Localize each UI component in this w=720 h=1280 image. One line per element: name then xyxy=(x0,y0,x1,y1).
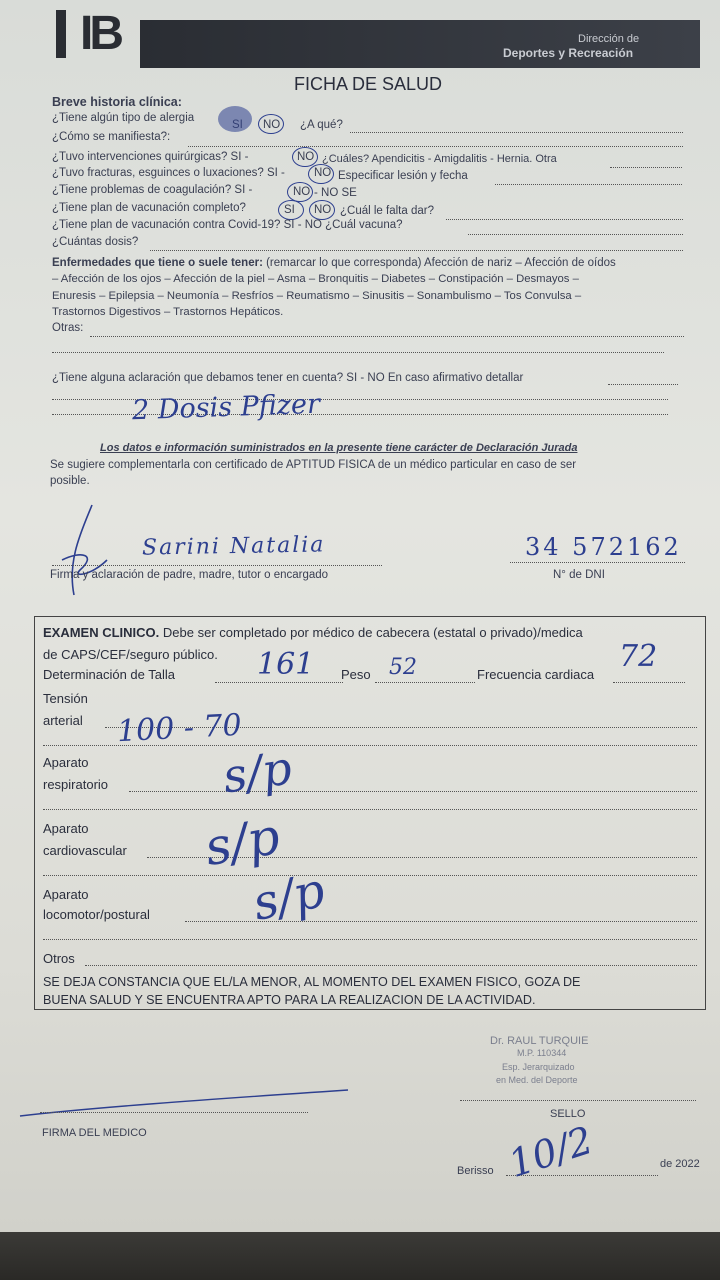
dni-label: N° de DNI xyxy=(553,569,605,581)
manifiesta-line xyxy=(188,146,683,147)
answer-circle xyxy=(278,200,304,220)
resp-line2 xyxy=(43,809,697,810)
q-aque: ¿A qué? xyxy=(300,119,343,131)
sello-line xyxy=(460,1100,696,1101)
q-vacunacion: ¿Tiene plan de vacunación completo? xyxy=(52,202,246,214)
q-falta: ¿Cuál le falta dar? xyxy=(340,205,434,217)
stamp-mp: M.P. 110344 xyxy=(517,1048,567,1058)
answer-circle xyxy=(292,147,318,167)
q-manifiesta: ¿Cómo se manifiesta?: xyxy=(52,131,171,143)
tension-value: 100 - 70 xyxy=(116,707,243,750)
tension-label2: arterial xyxy=(43,713,83,728)
fc-value: 72 xyxy=(619,639,658,674)
resp-line xyxy=(129,791,697,792)
examen-box xyxy=(34,616,706,1010)
aclaracion-handwritten: 2 Dosis Pfizer xyxy=(131,388,321,427)
otras-label: Otras: xyxy=(52,322,84,334)
cardio-label1: Aparato xyxy=(43,821,89,836)
enfermedades-heading: Enfermedades que tiene o suele tener: xyxy=(52,257,263,269)
historia-heading: Breve historia clínica: xyxy=(52,95,182,109)
otras-line2 xyxy=(52,352,664,353)
fc-label: Frecuencia cardiaca xyxy=(477,667,595,682)
org-line1: Dirección de xyxy=(578,33,640,45)
talla-label: Determinación de Talla xyxy=(43,667,175,682)
resp-label1: Aparato xyxy=(43,755,89,770)
anio-label: de 2022 xyxy=(660,1158,700,1170)
fc-line xyxy=(613,682,685,683)
q-alergia: ¿Tiene algún tipo de alergia xyxy=(52,112,195,124)
examen-intro1 xyxy=(43,625,583,640)
dni-line xyxy=(510,562,685,563)
loco-value: s/p xyxy=(247,862,330,932)
loco-line2 xyxy=(43,939,697,940)
logo-bar-icon xyxy=(56,10,66,58)
declaracion-statement: Los datos e información suministrados en la presente tiene carácter de Declaración Jurada xyxy=(100,442,578,454)
enfermedades-line3: Enuresis – Epilepsia – Neumonía – Resfríos – Reumatismo – Sinusitis – Sonambulismo – Tos Convulsa – xyxy=(52,290,582,302)
doctor-signature xyxy=(18,1082,358,1122)
peso-label: Peso xyxy=(341,667,371,682)
peso-line xyxy=(375,682,475,683)
otros-label: Otros xyxy=(43,951,75,966)
otros-line xyxy=(85,965,697,966)
stamp-esp: Esp. Jerarquizado xyxy=(502,1062,575,1072)
q-nose: - NO SE xyxy=(314,187,357,199)
lugar-label: Berisso xyxy=(457,1165,494,1177)
q-dosis: ¿Cuántas dosis? xyxy=(52,236,139,248)
q-quirurgicas-no: NO xyxy=(297,151,315,163)
cardio-label2: cardiovascular xyxy=(43,843,127,858)
answer-circle xyxy=(309,200,335,220)
q-fracturas: ¿Tuvo fracturas, esguinces o luxaciones? SI - xyxy=(52,167,285,179)
dni-value: 34 572162 xyxy=(525,533,682,561)
q-coagulacion-no: NO xyxy=(293,186,311,198)
cuales-line xyxy=(610,167,682,168)
q-especificar: Especificar lesión y fecha xyxy=(338,170,468,182)
declaracion-line2: posible. xyxy=(50,475,90,487)
parent-signature-line xyxy=(52,565,382,566)
covid-line xyxy=(468,234,683,235)
firma-medico-line xyxy=(40,1112,308,1113)
falta-line xyxy=(446,219,683,220)
constancia-line1: SE DEJA CONSTANCIA QUE EL/LA MENOR, AL MOMENTO DEL EXAMEN FISICO, GOZA DE xyxy=(43,975,581,989)
examen-intro2: de CAPS/CEF/seguro público. xyxy=(43,647,218,662)
enfermedades-line2: – Afección de los ojos – Afección de la piel – Asma – Bronquitis – Diabetes – Constipación – Desmayos – xyxy=(52,273,579,285)
signature-flourish xyxy=(52,500,122,605)
parent-signature-label: Firma y aclaración de padre, madre, tutor o encargado xyxy=(50,569,329,581)
q-alergia-no: NO xyxy=(263,119,281,131)
tension-label1: Tensión xyxy=(43,691,88,706)
peso-value: 52 xyxy=(389,655,417,680)
declaracion-line1: Se sugiere complementarla con certificado de APTITUD FISICA de un médico particular en caso de ser xyxy=(50,459,577,471)
talla-value: 161 xyxy=(257,647,315,682)
examen-intro-text: Debe ser completado por médico de cabecera (estatal o privado)/medica xyxy=(159,625,583,640)
answer-circle xyxy=(258,114,284,134)
cardio-line2 xyxy=(43,875,697,876)
enfermedades-note: (remarcar lo que corresponda) Afección de nariz – Afección de oídos xyxy=(262,257,616,269)
examen-heading: EXAMEN CLINICO. xyxy=(43,625,160,640)
page-title: FICHA DE SALUD xyxy=(294,74,443,94)
scribble-mark xyxy=(218,106,252,132)
resp-value: s/p xyxy=(219,740,295,804)
table-edge xyxy=(0,1232,720,1280)
cardio-value: s/p xyxy=(200,806,284,878)
org-line2: Deportes y Recreación xyxy=(503,46,634,60)
talla-line xyxy=(215,682,343,683)
q-fracturas-no: NO xyxy=(314,167,332,179)
sello-label: SELLO xyxy=(550,1108,586,1120)
stamp-dep: en Med. del Deporte xyxy=(496,1075,578,1085)
parent-signature: Sarini Natalia xyxy=(141,532,326,561)
q-cuales: ¿Cuáles? Apendicitis - Amigdalitis - Hernia. Otra xyxy=(322,153,557,165)
answer-circle xyxy=(287,182,313,202)
q-vacunacion-si: SI xyxy=(284,204,295,216)
firma-medico-label: FIRMA DEL MEDICO xyxy=(42,1127,147,1139)
loco-label2: locomotor/postural xyxy=(43,907,150,922)
fecha-value: 10/2 xyxy=(503,1117,599,1187)
aque-line xyxy=(350,132,683,133)
constancia-line2: BUENA SALUD Y SE ENCUENTRA APTO PARA LA REALIZACION DE LA ACTIVIDAD. xyxy=(43,993,536,1007)
answer-circle xyxy=(308,164,334,184)
dosis-line xyxy=(150,250,683,251)
aclaracion-line xyxy=(608,384,678,385)
loco-label1: Aparato xyxy=(43,887,89,902)
q-coagulacion: ¿Tiene problemas de coagulación? SI - xyxy=(52,184,253,196)
enfermedades-block xyxy=(52,257,616,270)
aclaracion-question: ¿Tiene alguna aclaración que debamos tener en cuenta? SI - NO En caso afirmativo detallar xyxy=(52,372,524,384)
otras-line xyxy=(90,336,684,337)
q-quirurgicas: ¿Tuvo intervenciones quirúrgicas? SI - xyxy=(52,151,249,163)
q-vacunacion-no: NO xyxy=(314,204,332,216)
stamp-name: Dr. RAUL TURQUIE xyxy=(490,1035,589,1047)
q-covid: ¿Tiene plan de vacunación contra Covid-19? SI - NO ¿Cuál vacuna? xyxy=(52,219,403,231)
resp-label2: respiratorio xyxy=(43,777,109,792)
enfermedades-line4: Trastornos Digestivos – Trastornos Hepáticos. xyxy=(52,306,284,318)
especificar-line xyxy=(495,184,682,185)
logo: IB xyxy=(80,7,120,60)
